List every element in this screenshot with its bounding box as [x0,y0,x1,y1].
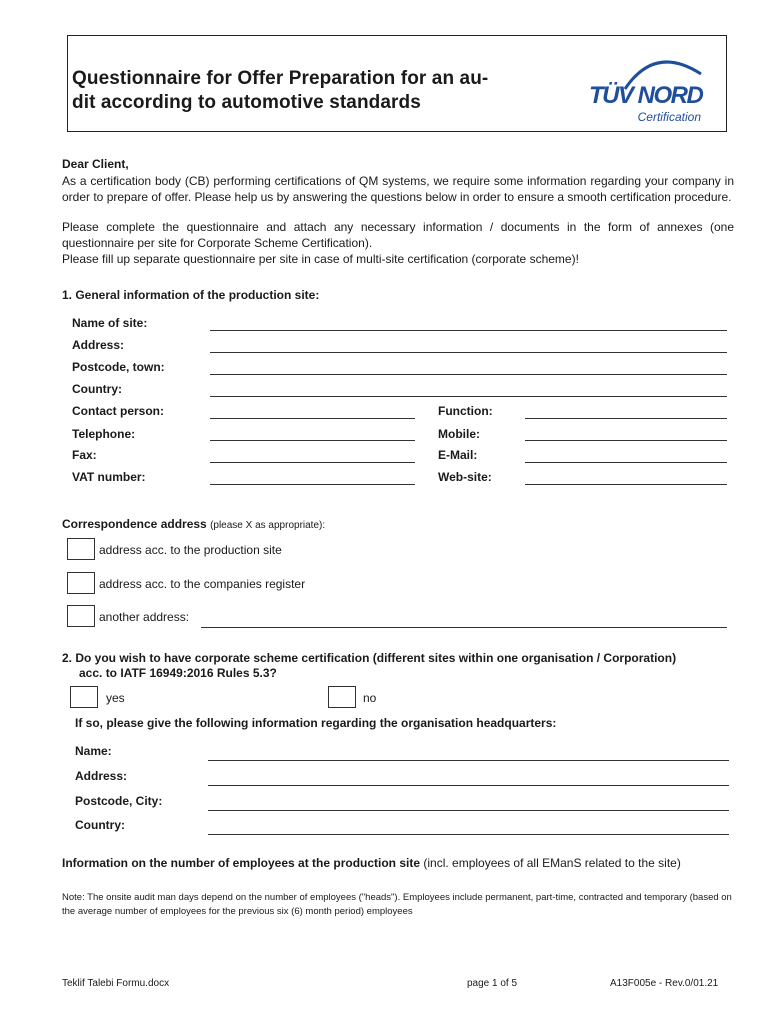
checkbox-another-address[interactable] [67,605,95,627]
employees-heading-text: Information on the number of employees at the production site [62,856,421,870]
hq-country-field[interactable] [208,834,729,835]
telephone-field[interactable] [210,440,415,441]
fax-field[interactable] [210,462,415,463]
checkbox-no[interactable] [328,686,356,708]
hq-address-label: Address: [75,769,128,783]
correspondence-heading [62,517,325,531]
title-line-2: dit according to automotive standards [72,92,421,113]
employees-hint: (incl. employees of all EManS related to the site) [423,856,681,870]
page-title [72,67,542,115]
employees-note: Note: The onsite audit man days depend on the number of employees ("heads"). Employees include permanent, part-time, contracted and temporary (based on the average number of employees for the previous six (6) month period) employees [62,892,732,917]
site-name-field[interactable] [210,330,727,331]
correspondence-heading-text: Correspondence address [62,517,207,531]
another-address-field[interactable] [201,627,727,628]
address-label: Address: [72,338,125,352]
mobile-field[interactable] [525,440,727,441]
country-label: Country: [72,382,122,396]
option-production-site-label: address acc. to the production site [99,543,282,557]
postcode-field[interactable] [210,374,727,375]
intro-paragraph-1: As a certification body (CB) performing certifications of QM systems, we require some information regarding your company in order to prepare of offer. Please help us by answering the questions below in order to ensure a smooth certification procedure. [62,174,734,204]
hq-name-field[interactable] [208,760,729,761]
website-field[interactable] [525,484,727,485]
telephone-label: Telephone: [72,427,136,441]
employees-heading [62,856,681,870]
checkbox-production-site[interactable] [67,538,95,560]
title-line-1: Questionnaire for Offer Preparation for an au- [72,68,489,89]
checkbox-companies-register[interactable] [67,572,95,594]
option-another-address-label: another address: [99,610,190,624]
footer-revision: A13F005e - Rev.0/01.21 [610,978,719,989]
section-2-heading-line-1: 2. Do you wish to have corporate scheme certification (different sites within one organisation / Corporation) [62,651,677,665]
footer-page-number: page 1 of 5 [467,978,518,989]
hq-name-label: Name: [75,744,112,758]
hq-postcode-field[interactable] [208,810,729,811]
function-label: Function: [438,404,493,418]
headquarters-instruction: If so, please give the following information regarding the organisation headquarters: [75,716,557,730]
hq-address-field[interactable] [208,785,729,786]
hq-postcode-label: Postcode, City: [75,794,163,808]
no-label: no [363,691,377,705]
logo-subtitle: Certification [637,110,701,124]
greeting: Dear Client, [62,157,129,171]
tuv-nord-logo [585,44,703,130]
fax-label: Fax: [72,448,97,462]
correspondence-hint: (please X as appropriate): [210,520,326,531]
country-field[interactable] [210,396,727,397]
checkbox-yes[interactable] [70,686,98,708]
option-companies-register-label: address acc. to the companies register [99,577,306,591]
vat-field[interactable] [210,484,415,485]
yes-label: yes [106,691,125,705]
function-field[interactable] [525,418,727,419]
intro-paragraph-3: Please fill up separate questionnaire per site in case of multi-site certification (corporate scheme)! [62,252,579,266]
hq-country-label: Country: [75,818,125,832]
address-field[interactable] [210,352,727,353]
email-field[interactable] [525,462,727,463]
contact-label: Contact person: [72,404,165,418]
website-label: Web-site: [438,470,492,484]
email-label: E-Mail: [438,448,478,462]
section-1-heading: 1. General information of the production site: [62,288,320,302]
vat-label: VAT number: [72,470,146,484]
mobile-label: Mobile: [438,427,480,441]
intro-paragraph-2: Please complete the questionnaire and attach any necessary information / documents in the form of annexes (one questionnaire per site for Corporate Scheme Certification). [62,220,734,250]
site-name-label: Name of site: [72,316,148,330]
section-2-heading-line-2: acc. to IATF 16949:2016 Rules 5.3? [79,666,277,680]
contact-field[interactable] [210,418,415,419]
postcode-label: Postcode, town: [72,360,165,374]
logo-text: TÜV NORD [589,82,703,109]
footer-filename: Teklif Talebi Formu.docx [62,978,170,989]
